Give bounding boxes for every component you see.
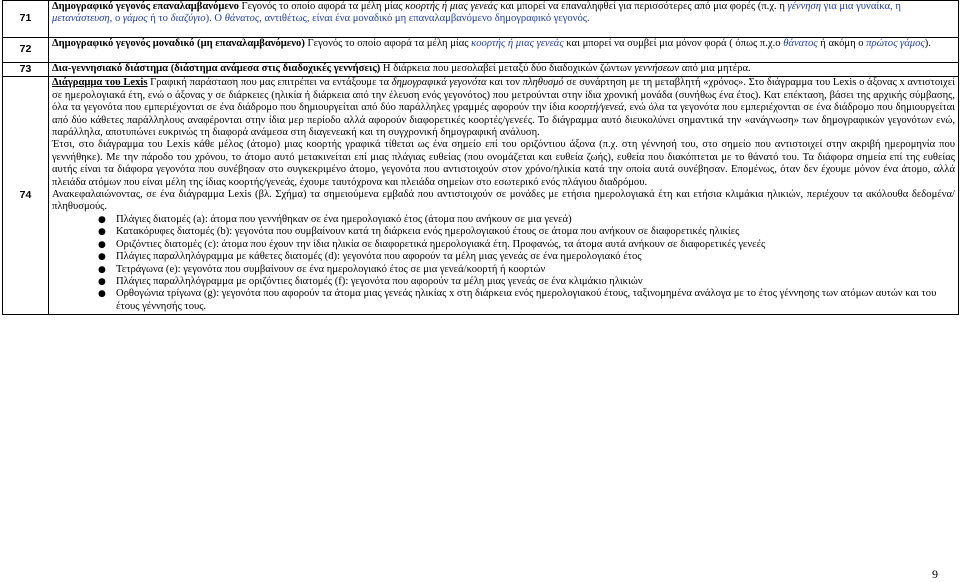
glossary-table — [2, 0, 959, 315]
list-item: ● Κατακόρυφες διατομές (b): γεγονότα που συμβαίνουν κατά τη διάρκεια ενός ημερολογιακού έτους σε άτομα που ανήκουν σε διαφορετικές ηλικίες — [98, 226, 740, 238]
bullet-icon: ● — [98, 276, 106, 287]
table-row — [3, 1, 959, 38]
entry-number: 71 — [3, 1, 49, 38]
definition-paragraph: Έτσι, στο διάγραμμα του Lexis κάθε μέλος (άτομο) μιας κοορτής γραφικά τίθεται ως ένα σημείο επί του οριζόντιου άξονα (π.χ. στη γέννησή του, στο σημείο που αντιστοιχεί στην ακριβή ημερομηνία που γεννήθηκε). Με την πάροδο του χρόνου, το άτομο αυτό μετακινείται επί μιας πλάγιας ευθείας (που ονομάζεται και ευθεία ζωής), ευθεία που διακόπτεται με το θάνατό του. Τα διάφορα σημεία επί της ευθείας αυτής είναι τα διάφορα γεγονότα που συνέβησαν στο συγκεκριμένο άτομο, γεγονότα που αντιστοιχούν στον χρόνο/ηλικία κατά την οποία αυτά συνέβησαν. Επομένως, όταν δεν έχουμε μόνον ένα άτομο, αλλά πλειάδα ατόμων που είναι μέλη της ίδιας κοορτής/γενεάς, έχουμε ταυτόχρονα και πλειάδα σημείων στο εσωτερικό ενός πλάγιου διαδρόμου. — [52, 139, 955, 188]
entry-number: 74 — [3, 77, 49, 315]
list-item: ● Ορθογώνια τρίγωνα (g): γεγονότα που αφορούν τα άτομα μιας γενεάς ηλικίας x στη διάρκεια ενός ημερολογιακού έτους, ταξινομημένα ανάλογα με το έτος γέννησης των ατόμων αυτών και του έτους γέννησής τους. — [98, 288, 937, 312]
list-item: ● Πλάγιες παραλληλόγραμμα με οριζόντιες διατομές (f): γεγονότα που αφορούν τα μέλη μιας γενεάς σε ένα κλιμάκιο ηλικιών — [98, 275, 643, 287]
bullet-icon: ● — [98, 227, 106, 238]
entry-term: Δια-γεννησιακό διάστημα (διάστημα ανάμεσα στις διαδοχικές γεννήσεις) — [52, 63, 381, 74]
entry-number: 73 — [3, 63, 49, 77]
entry-definition: Δημογραφικό γεγονός μοναδικό (μη επαναλαμβανόμενο) Γεγονός το οποίο αφορά τα μέλη μίας κοορτής ή μιας γενεάς και μπορεί να συμβεί μια μόνον φορά ( όπως π.χ.ο θάνατος ή ακόμη ο πρώτος γάμος). — [49, 38, 959, 63]
bullet-icon: ● — [98, 239, 106, 250]
entry-definition: Δημογραφικό γεγονός επαναλαμβανόμενο Γεγονός το οποίο αφορά τα μέλη μίας κοορτής ή μιας γενεάς και μπορεί να επαναληφθεί για περισσότερες από μια φορές (π.χ. η γέννηση για μια γυναίκα, η μετανάστευση, ο γάμος ή το διαζύγιο). Ο θάνατος, αντιθέτως, είναι ένα μοναδικό μη επαναλαμβανόμενο δημογραφικό γεγονός. — [49, 1, 959, 38]
table-row — [3, 63, 959, 77]
entry-number: 72 — [3, 38, 49, 63]
entry-term: Διάγραμμα του Lexis — [52, 77, 148, 89]
bullet-icon: ● — [98, 252, 106, 263]
definition-paragraph: Διάγραμμα του Lexis Γραφική παράσταση που μας επιτρέπει να εντάξουμε τα δημογραφικά γεγονότα και τον πληθυσμό σε συνάρτηση με τη μεταβλητή «χρόνος». Στο διάγραμμα του Lexis ο άξονας x αντιστοιχεί σε ημερολογιακά έτη, ενώ ο άξονας y σε διάρκειες (ηλικία ή διάρκεια από την έλευση ενός γεγονότος) που μετρούνται στην ίδια χρονική μονάδα (συνήθως ένα έτος). Κατ επέκταση, βάσει της αρχικής σύμβασης, όλα τα γεγονότα που εμπεριέχονται σε ένα διάδρομο που δημιουργείται από δύο παράλληλες γραμμές αφορούν την ίδια κοορτή/γενεά, ενώ όλα τα γεγονότα που εμπεριέχονται σε ένα διάδρομο που δημιουργείται από δύο κάθετες παράλληλους αναφέρονται στην ίδια μερ περίοδο αλλά αφορούν διαφορετικές κοορτές/γενεές. Το διάγραμμα αυτό διευκολύνει σημαντικά την «ανάγνωση» των δημογραφικών γεγονότων ενώ, παράλληλα, αποτυπώνει ευκρινώς τη διαφορά ανάμεσα στη διαγενεακή και τη συγχρονική δημογραφική ανάλυση. — [52, 77, 955, 139]
entry-term: Δημογραφικό γεγονός επαναλαμβανόμενο — [52, 1, 239, 12]
list-item: ● Πλάγιες παραλληλόγραμμα με κάθετες διατομές (d): γεγονότα που αφορούν τα μέλη μιας γενεάς σε ένα ημερολογιακό έτος — [98, 251, 642, 263]
entry-definition — [49, 77, 959, 315]
section-types-list — [52, 214, 955, 313]
table-row — [3, 38, 959, 63]
page-number: 9 — [932, 567, 938, 581]
table-row — [3, 77, 959, 315]
entry-definition: Δια-γεννησιακό διάστημα (διάστημα ανάμεσα στις διαδοχικές γεννήσεις) Η διάρκεια που μεσολαβεί μεταξύ δύο διαδοχικών ζώντων γεννήσεων από μια μητέρα. — [49, 63, 959, 77]
list-item: ● Οριζόντιες διατομές (c): άτομα που έχουν την ίδια ηλικία σε διαφορετικά ημερολογιακά έτη. Προφανώς, τα άτομα αυτά ανήκουν σε διαφορετικές γενεές — [98, 238, 766, 250]
bullet-icon: ● — [98, 214, 106, 225]
list-item: ● Πλάγιες διατομές (a): άτομα που γεννήθηκαν σε ένα ημερολογιακό έτος (άτομα που ανήκουν σε μια γενεά) — [98, 213, 572, 225]
definition-paragraph: Ανακεφαλαιώνοντας, σε ένα διάγραμμα Lexis (βλ. Σχήμα) τα σημειούμενα εμβαδά που αντιστοιχούν σε μονάδες με ετήσια ημερολογιακά έτη και ετήσια κλιμάκια ηλικιών, περιέχουν τα ακόλουθα δεδομένα/πληθυσμούς. — [52, 189, 955, 213]
bullet-icon: ● — [98, 264, 106, 275]
entry-term: Δημογραφικό γεγονός μοναδικό (μη επαναλαμβανόμενο) — [52, 38, 305, 49]
document-page — [2, 0, 958, 315]
bullet-icon: ● — [98, 289, 106, 300]
list-item: ● Τετράγωνα (e): γεγονότα που συμβαίνουν σε ένα ημερολογιακό έτος σε μια γενεά/κοορτή ή κοορτών — [98, 263, 546, 275]
